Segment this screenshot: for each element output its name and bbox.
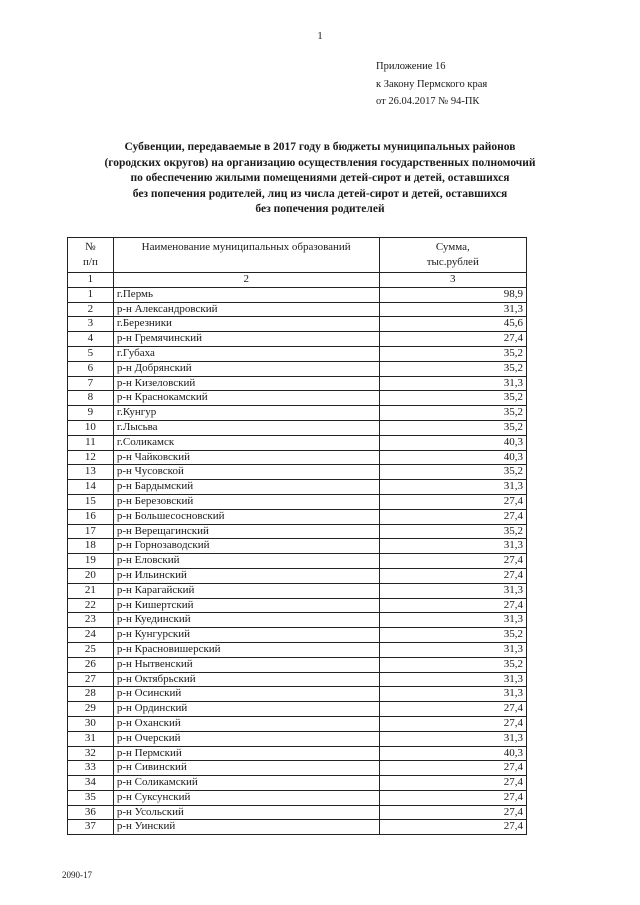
row-sum: 35,2 <box>379 524 526 539</box>
table-row <box>68 539 527 554</box>
row-number: 17 <box>68 524 114 539</box>
row-name: г.Березники <box>113 317 379 332</box>
title-line: Субвенции, передаваемые в 2017 году в бюджеты муниципальных районов <box>124 141 516 153</box>
row-name: р-н Усольский <box>113 805 379 820</box>
row-name: р-н Большесосновский <box>113 509 379 524</box>
table-row <box>68 568 527 583</box>
row-sum: 31,3 <box>379 480 526 495</box>
row-name: р-н Березовский <box>113 494 379 509</box>
row-name: р-н Гремячинский <box>113 332 379 347</box>
header-num-line1: № <box>85 241 96 253</box>
row-number: 15 <box>68 494 114 509</box>
row-number: 31 <box>68 731 114 746</box>
table-row <box>68 332 527 347</box>
row-sum: 27,4 <box>379 509 526 524</box>
row-name: р-н Куединский <box>113 613 379 628</box>
table-header-row <box>68 238 527 273</box>
table-row <box>68 376 527 391</box>
row-number: 11 <box>68 435 114 450</box>
column-numbers-row <box>68 273 527 288</box>
row-number: 24 <box>68 628 114 643</box>
table-row <box>68 480 527 495</box>
table-row <box>68 820 527 835</box>
row-number: 2 <box>68 302 114 317</box>
table-row <box>68 598 527 613</box>
table-row <box>68 776 527 791</box>
table-row <box>68 628 527 643</box>
column-number: 3 <box>379 273 526 288</box>
row-name: р-н Добрянский <box>113 361 379 376</box>
table-row <box>68 583 527 598</box>
table-row <box>68 317 527 332</box>
page-number: 1 <box>317 30 323 42</box>
row-name: р-н Чусовской <box>113 465 379 480</box>
table-row <box>68 302 527 317</box>
row-sum: 98,9 <box>379 287 526 302</box>
row-sum: 31,3 <box>379 613 526 628</box>
row-name: р-н Очерский <box>113 731 379 746</box>
table-row <box>68 450 527 465</box>
table-row <box>68 391 527 406</box>
row-number: 27 <box>68 672 114 687</box>
row-sum: 27,4 <box>379 494 526 509</box>
header-sum-line1: Сумма, <box>435 241 470 253</box>
row-number: 3 <box>68 317 114 332</box>
row-number: 35 <box>68 790 114 805</box>
row-sum: 35,2 <box>379 420 526 435</box>
column-number: 1 <box>68 273 114 288</box>
row-number: 32 <box>68 746 114 761</box>
row-name: р-н Краснокамский <box>113 391 379 406</box>
row-name: р-н Нытвенский <box>113 657 379 672</box>
row-number: 10 <box>68 420 114 435</box>
row-sum: 27,4 <box>379 568 526 583</box>
row-name: р-н Уинский <box>113 820 379 835</box>
table-row <box>68 657 527 672</box>
row-sum: 27,4 <box>379 716 526 731</box>
title-line: без попечения родителей <box>255 203 385 215</box>
title-line: без попечения родителей, лиц из числа детей-сирот и детей, оставшихся <box>132 187 508 200</box>
table-row <box>68 746 527 761</box>
row-sum: 31,3 <box>379 583 526 598</box>
row-number: 28 <box>68 687 114 702</box>
row-name: р-н Бардымский <box>113 480 379 495</box>
row-number: 20 <box>68 568 114 583</box>
footer-code: 2090-17 <box>62 870 92 880</box>
row-number: 29 <box>68 702 114 717</box>
appendix-line: от 26.04.2017 № 94-ПК <box>376 96 480 107</box>
title-line: по обеспечению жилыми помещениями детей-сирот и детей, оставшихся <box>130 172 510 184</box>
table-row <box>68 790 527 805</box>
column-number: 2 <box>113 273 379 288</box>
row-number: 25 <box>68 642 114 657</box>
row-sum: 35,2 <box>379 628 526 643</box>
row-sum: 27,4 <box>379 702 526 717</box>
header-num-line2: п/п <box>83 256 98 268</box>
row-number: 13 <box>68 465 114 480</box>
row-sum: 40,3 <box>379 746 526 761</box>
row-name: р-н Чайковский <box>113 450 379 465</box>
row-name: р-н Сивинский <box>113 761 379 776</box>
row-sum: 27,4 <box>379 598 526 613</box>
row-number: 34 <box>68 776 114 791</box>
row-name: г.Лысьва <box>113 420 379 435</box>
row-number: 19 <box>68 554 114 569</box>
row-number: 22 <box>68 598 114 613</box>
row-name: р-н Красновишерский <box>113 642 379 657</box>
header-sum <box>379 238 526 273</box>
row-sum: 27,4 <box>379 554 526 569</box>
row-name: р-н Кунгурский <box>113 628 379 643</box>
row-name: г.Губаха <box>113 346 379 361</box>
row-sum: 27,4 <box>379 790 526 805</box>
row-name: р-н Октябрьский <box>113 672 379 687</box>
row-sum: 40,3 <box>379 450 526 465</box>
table-row <box>68 435 527 450</box>
row-number: 14 <box>68 480 114 495</box>
row-number: 16 <box>68 509 114 524</box>
row-sum: 40,3 <box>379 435 526 450</box>
appendix-line: Приложение 16 <box>376 61 446 72</box>
row-name: р-н Кизеловский <box>113 376 379 391</box>
row-number: 23 <box>68 613 114 628</box>
row-sum: 35,2 <box>379 465 526 480</box>
header-name: Наименование муниципальных образований <box>113 238 379 273</box>
row-sum: 31,3 <box>379 302 526 317</box>
row-name: р-н Суксунский <box>113 790 379 805</box>
table-row <box>68 420 527 435</box>
table-row <box>68 702 527 717</box>
row-sum: 27,4 <box>379 761 526 776</box>
table-row <box>68 613 527 628</box>
appendix-line: к Закону Пермского края <box>376 78 488 90</box>
document-title <box>40 140 600 218</box>
row-name: р-н Соликамский <box>113 776 379 791</box>
row-number: 7 <box>68 376 114 391</box>
row-name: р-н Александровский <box>113 302 379 317</box>
row-name: р-н Оханский <box>113 716 379 731</box>
table-row <box>68 494 527 509</box>
row-number: 26 <box>68 657 114 672</box>
row-sum: 31,3 <box>379 376 526 391</box>
table-row <box>68 554 527 569</box>
row-number: 9 <box>68 406 114 421</box>
table-row <box>68 406 527 421</box>
row-sum: 31,3 <box>379 539 526 554</box>
row-sum: 35,2 <box>379 346 526 361</box>
appendix-block <box>376 58 487 111</box>
table-row <box>68 287 527 302</box>
table-row <box>68 687 527 702</box>
row-sum: 27,4 <box>379 332 526 347</box>
row-name: г.Кунгур <box>113 406 379 421</box>
subsidy-table <box>67 237 527 835</box>
header-sum-line2: тыс.рублей <box>426 256 479 268</box>
row-number: 1 <box>68 287 114 302</box>
row-number: 30 <box>68 716 114 731</box>
row-number: 6 <box>68 361 114 376</box>
row-sum: 31,3 <box>379 672 526 687</box>
row-number: 21 <box>68 583 114 598</box>
row-name: р-н Кишертский <box>113 598 379 613</box>
table-row <box>68 761 527 776</box>
table-row <box>68 524 527 539</box>
row-name: р-н Еловский <box>113 554 379 569</box>
title-line: (городских округов) на организацию осуществления государственных полномочий <box>104 156 536 169</box>
table-row <box>68 361 527 376</box>
table-row <box>68 509 527 524</box>
row-sum: 35,2 <box>379 657 526 672</box>
row-sum: 27,4 <box>379 805 526 820</box>
row-name: г.Пермь <box>113 287 379 302</box>
table-row <box>68 716 527 731</box>
row-sum: 27,4 <box>379 776 526 791</box>
row-sum: 31,3 <box>379 731 526 746</box>
table-row <box>68 346 527 361</box>
table-row <box>68 642 527 657</box>
row-name: р-н Верещагинский <box>113 524 379 539</box>
row-name: р-н Осинский <box>113 687 379 702</box>
row-name: р-н Пермский <box>113 746 379 761</box>
table-row <box>68 805 527 820</box>
row-name: р-н Ильинский <box>113 568 379 583</box>
row-number: 36 <box>68 805 114 820</box>
row-number: 37 <box>68 820 114 835</box>
row-sum: 27,4 <box>379 820 526 835</box>
row-name: р-н Горнозаводский <box>113 539 379 554</box>
row-sum: 35,2 <box>379 391 526 406</box>
row-name: р-н Карагайский <box>113 583 379 598</box>
row-sum: 35,2 <box>379 406 526 421</box>
header-num <box>68 238 114 273</box>
row-name: г.Соликамск <box>113 435 379 450</box>
row-number: 18 <box>68 539 114 554</box>
table-row <box>68 731 527 746</box>
table-row <box>68 465 527 480</box>
row-number: 12 <box>68 450 114 465</box>
table-row <box>68 672 527 687</box>
row-number: 8 <box>68 391 114 406</box>
row-sum: 45,6 <box>379 317 526 332</box>
row-sum: 31,3 <box>379 687 526 702</box>
row-name: р-н Ординский <box>113 702 379 717</box>
row-number: 33 <box>68 761 114 776</box>
row-number: 4 <box>68 332 114 347</box>
row-number: 5 <box>68 346 114 361</box>
row-sum: 31,3 <box>379 642 526 657</box>
row-sum: 35,2 <box>379 361 526 376</box>
